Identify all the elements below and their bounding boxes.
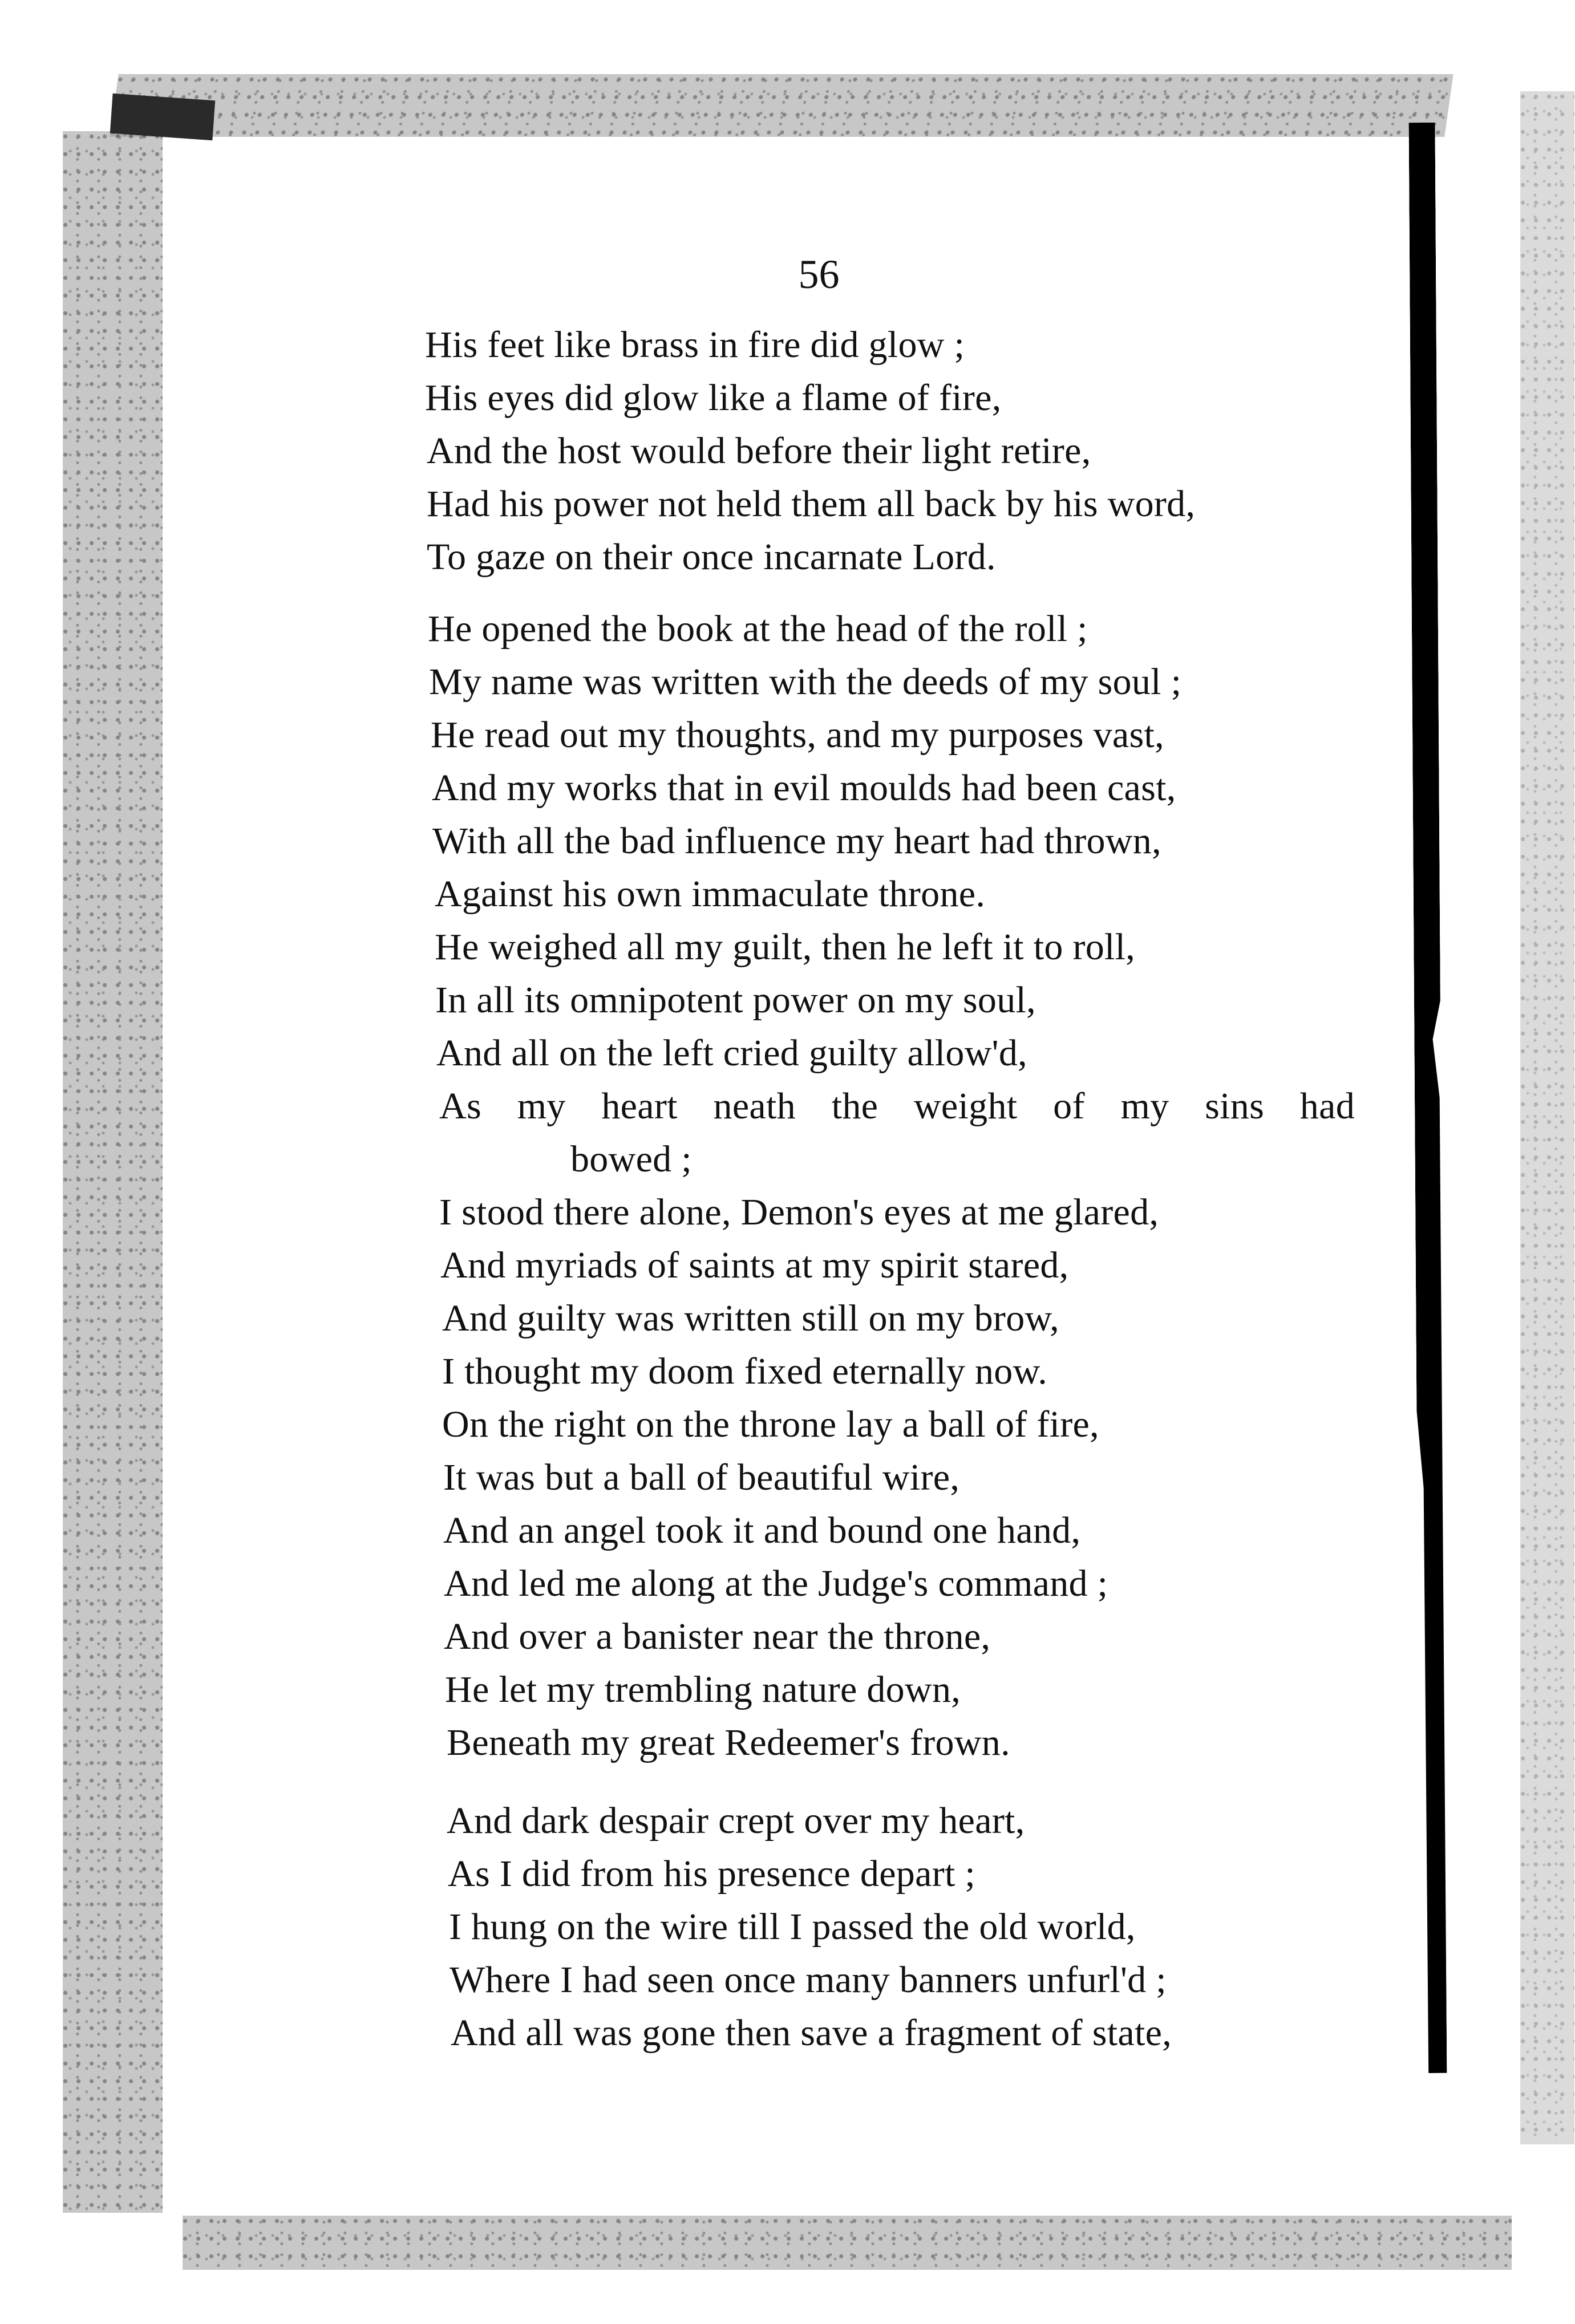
poem-line: And over a banister near the throne, <box>444 1616 991 1657</box>
scan-edge-bottom <box>183 2216 1512 2270</box>
book-spine-shadow <box>1409 123 1447 2073</box>
poem-line: And myriads of saints at my spirit stared, <box>440 1244 1069 1286</box>
poem-line: With all the bad influence my heart had thrown, <box>432 820 1161 862</box>
scan-corner-shadow <box>110 94 215 140</box>
poem-line: Where I had seen once many banners unfurl'd ; <box>450 1959 1167 2001</box>
poem-line: Had his power not held them all back by his word, <box>427 483 1196 525</box>
poem-line: And dark despair crept over my heart, <box>447 1800 1025 1842</box>
poem-line: He opened the book at the head of the roll ; <box>428 608 1088 650</box>
page-number: 56 <box>798 252 840 297</box>
scan-edge-left <box>63 131 163 2213</box>
poem-line: His feet like brass in fire did glow ; <box>425 324 965 366</box>
poem-line: I stood there alone, Demon's eyes at me glared, <box>439 1191 1159 1233</box>
poem-line: My name was written with the deeds of my soul ; <box>429 661 1182 703</box>
poem-line: And all on the left cried guilty allow'd, <box>436 1032 1027 1074</box>
poem-line: And led me along at the Judge's command ; <box>444 1563 1108 1604</box>
poem-line: On the right on the throne lay a ball of fire, <box>442 1404 1099 1445</box>
poem-line: Beneath my great Redeemer's frown. <box>447 1722 1010 1763</box>
poem-line: I thought my doom fixed eternally now. <box>442 1350 1048 1392</box>
poem-line: Against his own immaculate throne. <box>435 873 986 915</box>
poem-line: To gaze on their once incarnate Lord. <box>427 536 996 578</box>
scan-edge-top <box>110 74 1453 137</box>
poem-line: As I did from his presence depart ; <box>448 1853 976 1895</box>
poem-line: He weighed all my guilt, then he left it to roll, <box>435 926 1136 968</box>
poem-line: And an angel took it and bound one hand, <box>443 1510 1081 1551</box>
poem-line: And all was gone then save a fragment of state, <box>451 2012 1172 2054</box>
poem-line: And my works that in evil moulds had been cast, <box>432 767 1176 809</box>
poem-line: He let my trembling nature down, <box>445 1669 961 1710</box>
poem-line: And guilty was written still on my brow, <box>442 1297 1059 1339</box>
scan-edge-right <box>1520 91 1574 2144</box>
poem-line-continuation: bowed ; <box>570 1138 692 1180</box>
poem-line: I hung on the wire till I passed the old world, <box>449 1906 1136 1948</box>
poem-line: He read out my thoughts, and my purposes vast, <box>431 714 1164 756</box>
poem-line: In all its omnipotent power on my soul, <box>435 979 1036 1021</box>
poem-line: And the host would before their light retire, <box>427 430 1091 472</box>
poem-line: It was but a ball of beautiful wire, <box>443 1457 960 1498</box>
poem-line: His eyes did glow like a flame of fire, <box>425 377 1002 419</box>
poem-line: As my heart neath the weight of my sins had <box>439 1085 1355 1127</box>
